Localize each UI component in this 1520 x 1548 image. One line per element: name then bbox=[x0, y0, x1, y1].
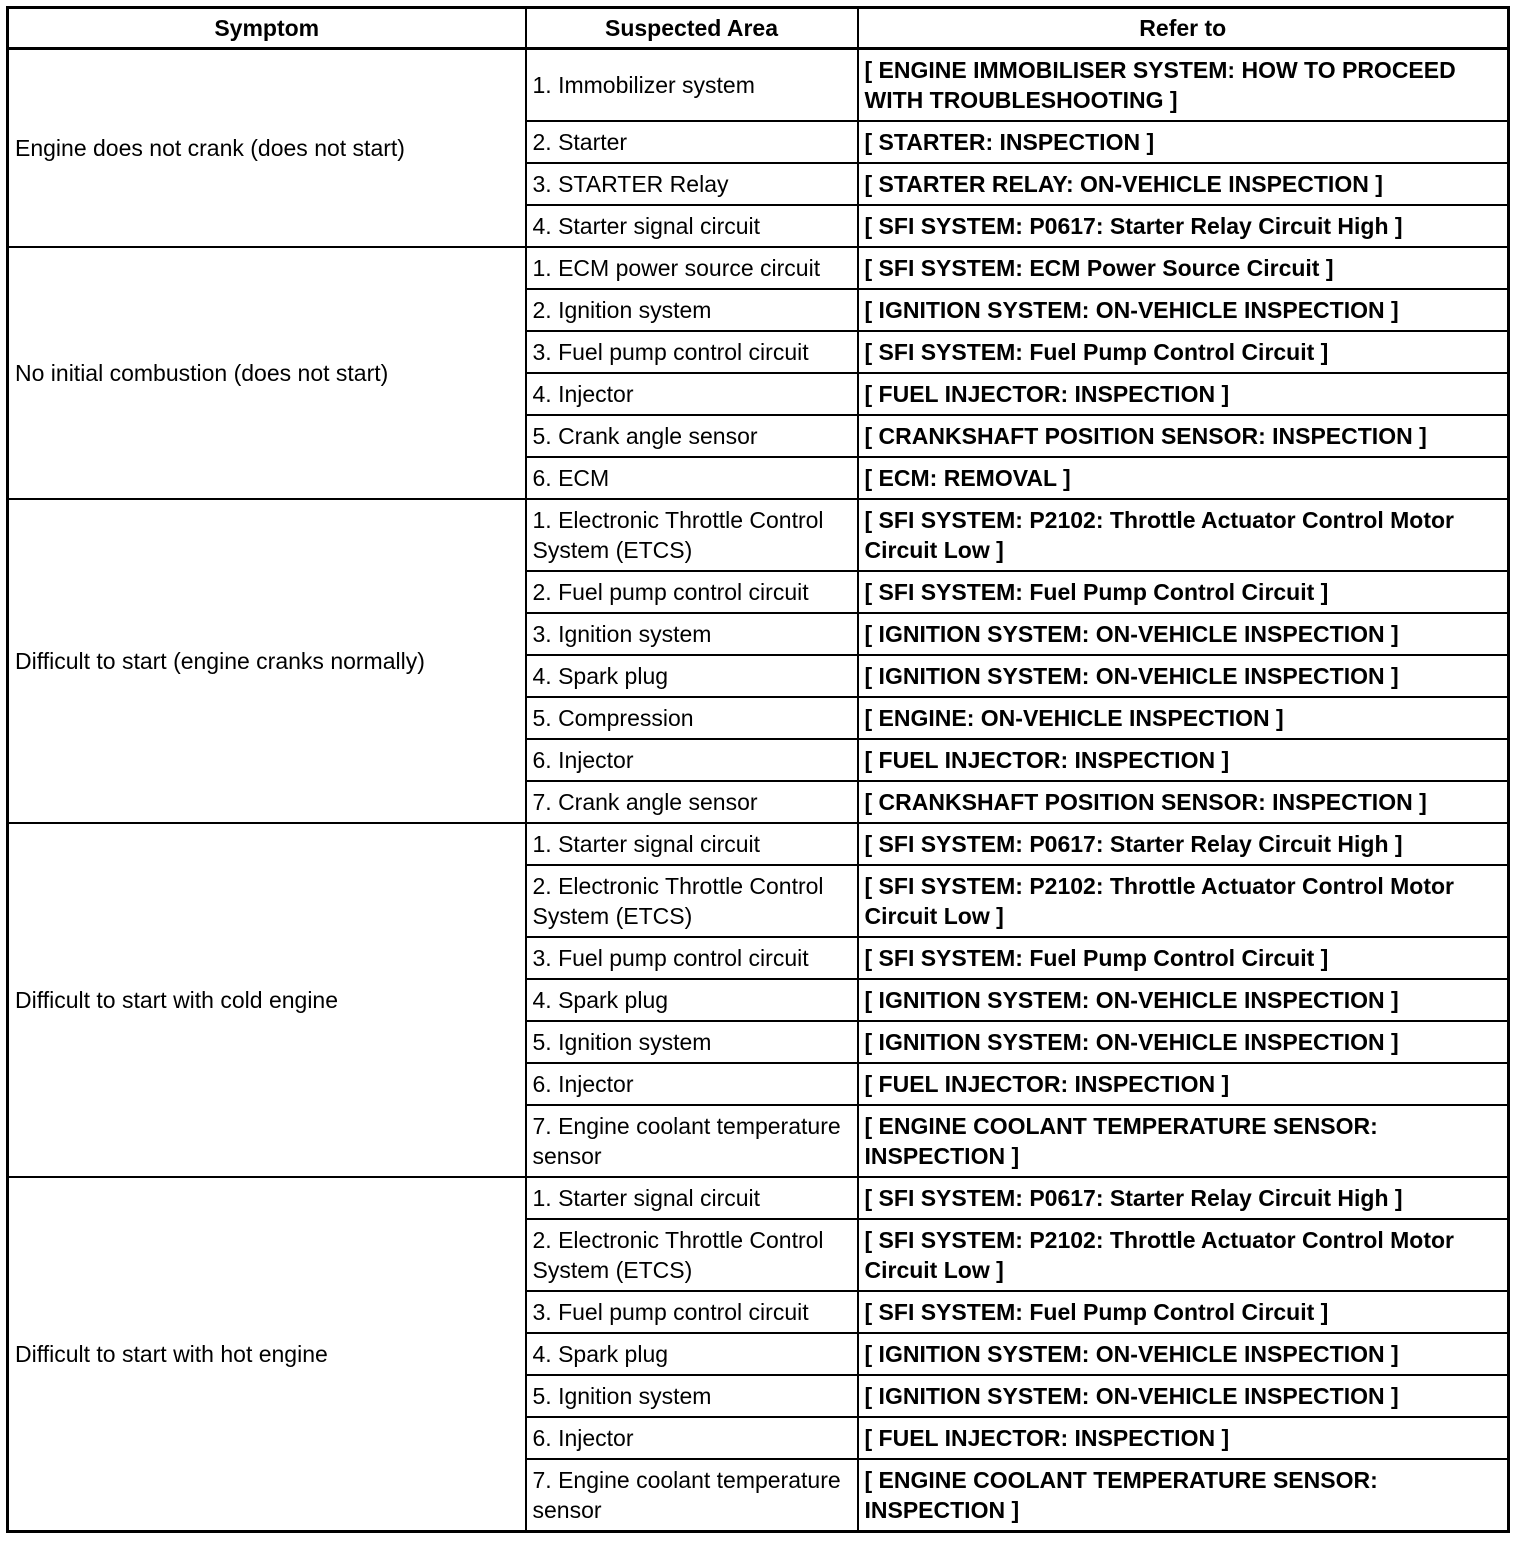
suspected-area-cell: 4. Spark plug bbox=[526, 655, 858, 697]
suspected-area-cell: 5. Crank angle sensor bbox=[526, 415, 858, 457]
table-header bbox=[8, 8, 1509, 49]
refer-to-link[interactable]: [ CRANKSHAFT POSITION SENSOR: INSPECTION ] bbox=[858, 781, 1509, 823]
refer-to-link[interactable]: [ IGNITION SYSTEM: ON-VEHICLE INSPECTION ] bbox=[858, 289, 1509, 331]
refer-to-link[interactable]: [ SFI SYSTEM: P0617: Starter Relay Circuit High ] bbox=[858, 823, 1509, 865]
table-body bbox=[8, 49, 1509, 1532]
refer-to-link[interactable]: [ SFI SYSTEM: P2102: Throttle Actuator Control Motor Circuit Low ] bbox=[858, 499, 1509, 571]
refer-to-link[interactable]: [ SFI SYSTEM: Fuel Pump Control Circuit ] bbox=[858, 571, 1509, 613]
symptom-cell: No initial combustion (does not start) bbox=[8, 247, 526, 499]
table-row bbox=[8, 247, 1509, 289]
refer-to-link[interactable]: [ SFI SYSTEM: Fuel Pump Control Circuit ] bbox=[858, 1291, 1509, 1333]
refer-to-header: Refer to bbox=[858, 8, 1509, 49]
suspected-area-cell: 4. Spark plug bbox=[526, 1333, 858, 1375]
refer-to-link[interactable]: [ IGNITION SYSTEM: ON-VEHICLE INSPECTION ] bbox=[858, 1021, 1509, 1063]
table-row bbox=[8, 499, 1509, 571]
suspected-area-cell: 4. Spark plug bbox=[526, 979, 858, 1021]
refer-to-link[interactable]: [ SFI SYSTEM: ECM Power Source Circuit ] bbox=[858, 247, 1509, 289]
suspected-area-cell: 1. Starter signal circuit bbox=[526, 823, 858, 865]
suspected-area-cell: 2. Electronic Throttle Control System (ETCS) bbox=[526, 865, 858, 937]
suspected-area-header: Suspected Area bbox=[526, 8, 858, 49]
refer-to-link[interactable]: [ IGNITION SYSTEM: ON-VEHICLE INSPECTION ] bbox=[858, 979, 1509, 1021]
table-row bbox=[8, 823, 1509, 865]
refer-to-link[interactable]: [ SFI SYSTEM: P2102: Throttle Actuator Control Motor Circuit Low ] bbox=[858, 1219, 1509, 1291]
troubleshooting-table bbox=[6, 6, 1510, 1533]
refer-to-link[interactable]: [ SFI SYSTEM: P0617: Starter Relay Circuit High ] bbox=[858, 1177, 1509, 1219]
suspected-area-cell: 1. Immobilizer system bbox=[526, 49, 858, 122]
suspected-area-cell: 1. Starter signal circuit bbox=[526, 1177, 858, 1219]
refer-to-link[interactable]: [ FUEL INJECTOR: INSPECTION ] bbox=[858, 373, 1509, 415]
suspected-area-cell: 5. Ignition system bbox=[526, 1021, 858, 1063]
refer-to-link[interactable]: [ CRANKSHAFT POSITION SENSOR: INSPECTION ] bbox=[858, 415, 1509, 457]
refer-to-link[interactable]: [ STARTER: INSPECTION ] bbox=[858, 121, 1509, 163]
refer-to-link[interactable]: [ SFI SYSTEM: P0617: Starter Relay Circuit High ] bbox=[858, 205, 1509, 247]
refer-to-link[interactable]: [ FUEL INJECTOR: INSPECTION ] bbox=[858, 1063, 1509, 1105]
refer-to-link[interactable]: [ SFI SYSTEM: Fuel Pump Control Circuit ] bbox=[858, 331, 1509, 373]
suspected-area-cell: 3. STARTER Relay bbox=[526, 163, 858, 205]
suspected-area-cell: 3. Fuel pump control circuit bbox=[526, 331, 858, 373]
refer-to-link[interactable]: [ FUEL INJECTOR: INSPECTION ] bbox=[858, 1417, 1509, 1459]
refer-to-link[interactable]: [ FUEL INJECTOR: INSPECTION ] bbox=[858, 739, 1509, 781]
suspected-area-cell: 7. Engine coolant temperature sensor bbox=[526, 1105, 858, 1177]
suspected-area-cell: 7. Crank angle sensor bbox=[526, 781, 858, 823]
symptom-cell: Difficult to start (engine cranks normally) bbox=[8, 499, 526, 823]
refer-to-link[interactable]: [ IGNITION SYSTEM: ON-VEHICLE INSPECTION ] bbox=[858, 655, 1509, 697]
symptom-cell: Engine does not crank (does not start) bbox=[8, 49, 526, 248]
suspected-area-cell: 3. Fuel pump control circuit bbox=[526, 937, 858, 979]
suspected-area-cell: 4. Starter signal circuit bbox=[526, 205, 858, 247]
symptom-cell: Difficult to start with cold engine bbox=[8, 823, 526, 1177]
refer-to-link[interactable]: [ IGNITION SYSTEM: ON-VEHICLE INSPECTION ] bbox=[858, 613, 1509, 655]
refer-to-link[interactable]: [ ENGINE COOLANT TEMPERATURE SENSOR: INSPECTION ] bbox=[858, 1459, 1509, 1532]
symptom-cell: Difficult to start with hot engine bbox=[8, 1177, 526, 1532]
suspected-area-cell: 2. Ignition system bbox=[526, 289, 858, 331]
suspected-area-cell: 1. Electronic Throttle Control System (ETCS) bbox=[526, 499, 858, 571]
suspected-area-cell: 5. Ignition system bbox=[526, 1375, 858, 1417]
suspected-area-cell: 6. Injector bbox=[526, 739, 858, 781]
suspected-area-cell: 5. Compression bbox=[526, 697, 858, 739]
suspected-area-cell: 3. Fuel pump control circuit bbox=[526, 1291, 858, 1333]
refer-to-link[interactable]: [ SFI SYSTEM: Fuel Pump Control Circuit ] bbox=[858, 937, 1509, 979]
refer-to-link[interactable]: [ IGNITION SYSTEM: ON-VEHICLE INSPECTION ] bbox=[858, 1333, 1509, 1375]
table-row bbox=[8, 1177, 1509, 1219]
suspected-area-cell: 6. Injector bbox=[526, 1063, 858, 1105]
refer-to-link[interactable]: [ ENGINE IMMOBILISER SYSTEM: HOW TO PROCEED WITH TROUBLESHOOTING ] bbox=[858, 49, 1509, 122]
suspected-area-cell: 4. Injector bbox=[526, 373, 858, 415]
refer-to-link[interactable]: [ ENGINE: ON-VEHICLE INSPECTION ] bbox=[858, 697, 1509, 739]
suspected-area-cell: 7. Engine coolant temperature sensor bbox=[526, 1459, 858, 1532]
refer-to-link[interactable]: [ SFI SYSTEM: P2102: Throttle Actuator Control Motor Circuit Low ] bbox=[858, 865, 1509, 937]
refer-to-link[interactable]: [ IGNITION SYSTEM: ON-VEHICLE INSPECTION ] bbox=[858, 1375, 1509, 1417]
symptom-header: Symptom bbox=[8, 8, 526, 49]
header-row bbox=[8, 8, 1509, 49]
suspected-area-cell: 2. Electronic Throttle Control System (ETCS) bbox=[526, 1219, 858, 1291]
refer-to-link[interactable]: [ STARTER RELAY: ON-VEHICLE INSPECTION ] bbox=[858, 163, 1509, 205]
suspected-area-cell: 6. ECM bbox=[526, 457, 858, 499]
refer-to-link[interactable]: [ ENGINE COOLANT TEMPERATURE SENSOR: INSPECTION ] bbox=[858, 1105, 1509, 1177]
suspected-area-cell: 2. Starter bbox=[526, 121, 858, 163]
suspected-area-cell: 3. Ignition system bbox=[526, 613, 858, 655]
suspected-area-cell: 1. ECM power source circuit bbox=[526, 247, 858, 289]
refer-to-link[interactable]: [ ECM: REMOVAL ] bbox=[858, 457, 1509, 499]
suspected-area-cell: 2. Fuel pump control circuit bbox=[526, 571, 858, 613]
table-row bbox=[8, 49, 1509, 122]
suspected-area-cell: 6. Injector bbox=[526, 1417, 858, 1459]
